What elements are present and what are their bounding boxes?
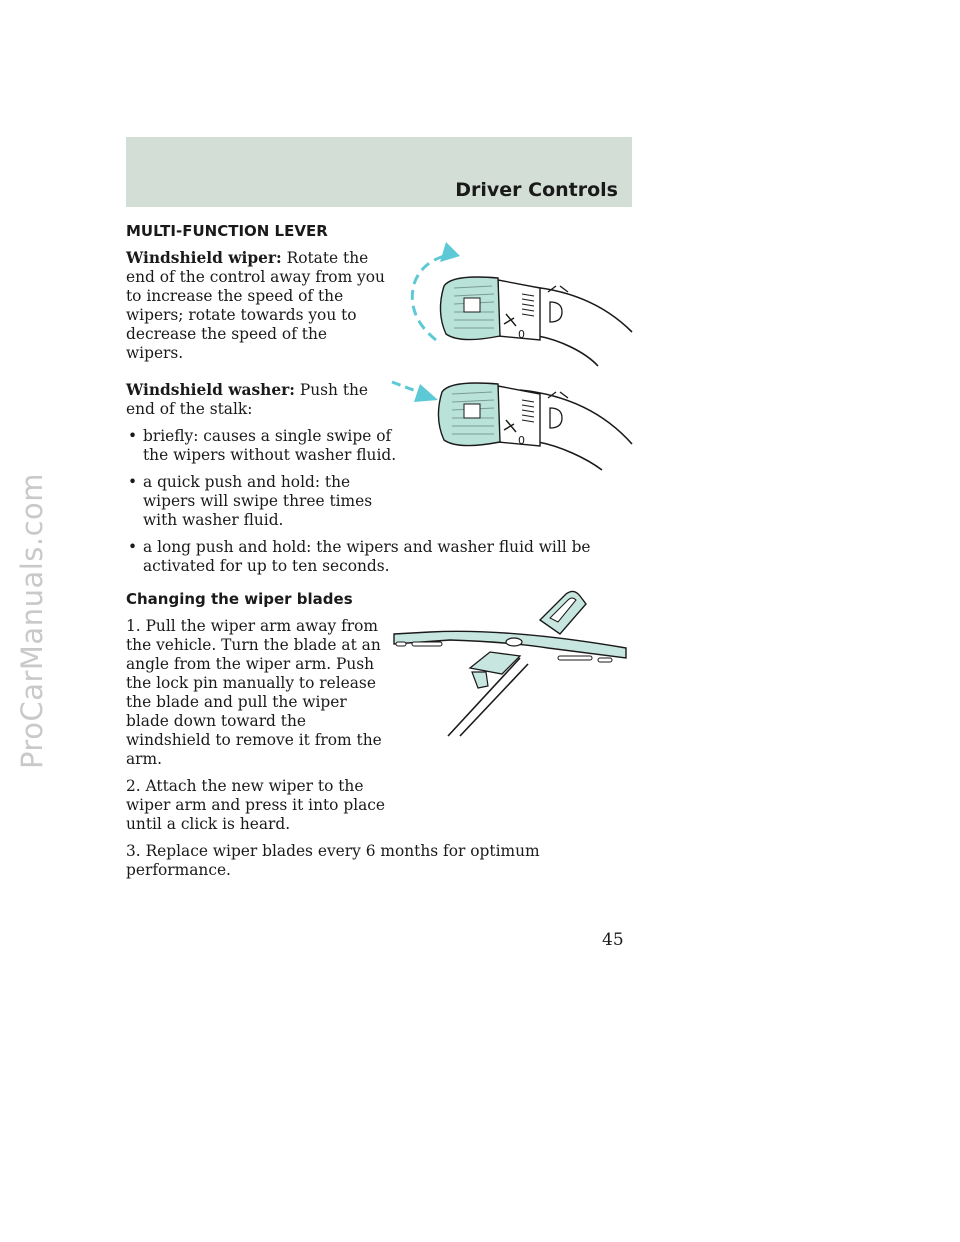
- bullet-item: • a long push and hold: the wipers and washer fluid will be activated for up to ten seconds.: [126, 538, 632, 576]
- stalk-rotate-illustration: [400, 240, 636, 368]
- watermark: [0, 0, 64, 1242]
- washer-paragraph: [126, 381, 388, 419]
- section-title: MULTI-FUNCTION LEVER: [126, 222, 328, 240]
- page-number: 45: [602, 930, 624, 950]
- blade-slot: [598, 658, 612, 662]
- blades-step-3: 3. Replace wiper blades every 6 months for optimum performance.: [126, 842, 540, 879]
- washer-lead: Windshield washer:: [126, 381, 295, 399]
- wiper-text: Rotate the end of the control away from you to increase the speed of the wipers; rotate towards you to decrease the speed of the wipers.: [126, 249, 385, 362]
- rotate-arrow-head-icon: [440, 242, 460, 262]
- blade-slot: [558, 656, 592, 660]
- header-title: Driver Controls: [455, 179, 618, 201]
- wiper-blade-illustration: [390, 588, 636, 738]
- stalk-arm: [538, 336, 598, 366]
- stalk-push-illustration: [390, 372, 636, 474]
- headlamp-symbol-icon: [550, 408, 562, 428]
- washer-text: Push the end of the stalk:: [126, 381, 369, 418]
- watermark-text: ProCarManuals.com: [15, 472, 49, 770]
- blade-slot: [412, 642, 442, 646]
- blades-step-2: 2. Attach the new wiper to the wiper arm and press it into place until a click is heard.: [126, 777, 386, 833]
- wiper-paragraph: [126, 249, 388, 363]
- bullet-item: • a quick push and hold: the wipers will swipe three times with washer fluid.: [126, 473, 405, 530]
- blades-title: Changing the wiper blades: [126, 590, 353, 608]
- blade-connector: [470, 652, 520, 674]
- headlamp-symbol-icon: [550, 302, 562, 322]
- windshield-edge: [460, 664, 528, 736]
- lock-pin: [506, 638, 522, 646]
- blade-clip: [472, 672, 488, 688]
- bullet-item: • briefly: causes a single swipe of the wipers without washer fluid.: [126, 427, 405, 465]
- washer-symbol-icon: [464, 404, 480, 418]
- stalk-zero-label: 0: [518, 328, 525, 341]
- stalk-arm: [538, 442, 602, 470]
- blade-slot: [396, 642, 406, 646]
- blades-step-1: 1. Pull the wiper arm away from the vehicle. Turn the blade at an angle from the wiper arm. Push the lock pin manually to release the blade and pull the wiper blade down toward the windshield to remove it from the arm.: [126, 617, 382, 768]
- wiper-lead: Windshield wiper:: [126, 249, 282, 267]
- push-arrow-head-icon: [414, 384, 438, 402]
- page-header: [126, 137, 632, 207]
- washer-symbol-icon: [464, 298, 480, 312]
- stalk-zero-label: 0: [518, 434, 525, 447]
